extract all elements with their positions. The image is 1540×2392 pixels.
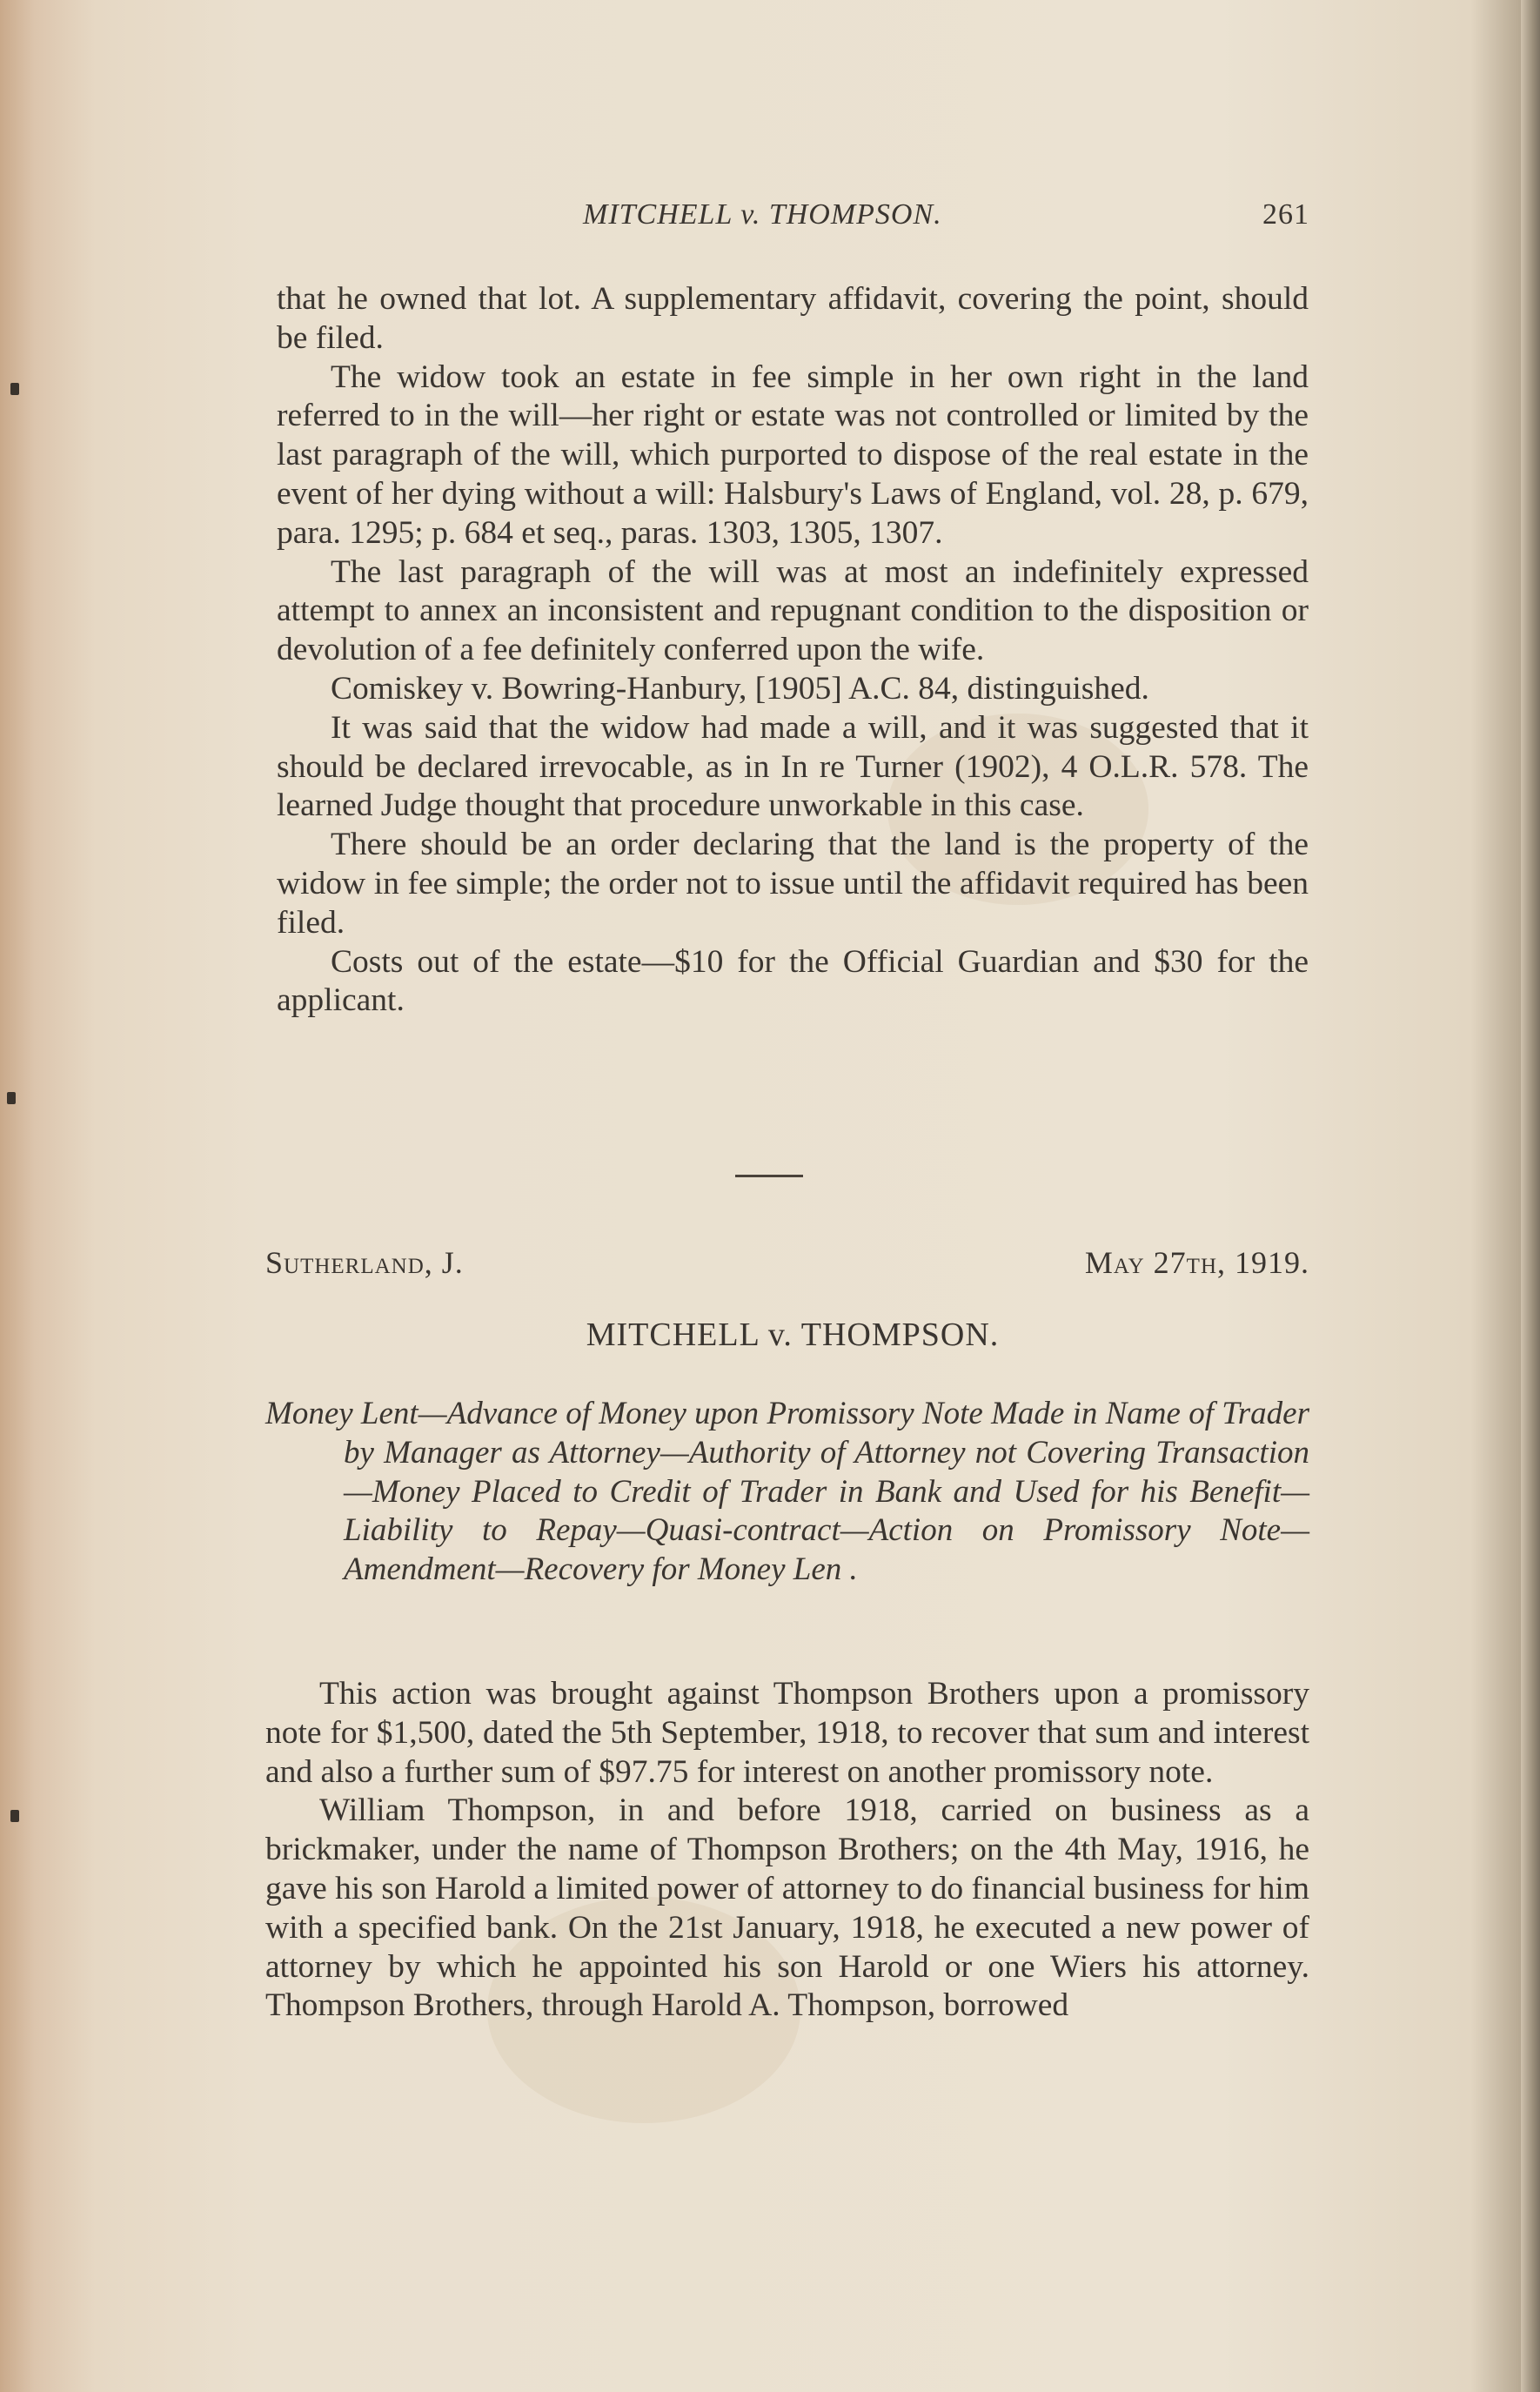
paragraph: William Thompson, in and before 1918, carried on business as a brickmaker, under the name of Thompson Brothers; on the 4th May, 1916, he gave his son Harold a limited power of attorney to do financial business for him with a specified bank. On the 21st January, 1918, he executed a new power of attorney by which he appointed his son Harold or one Wiers his attorney. Thompson Brothers, through Harold A. Thompson, borrowed (265, 1792, 1309, 2024)
paragraph: The last paragraph of the will was at most an indefinitely expressed attempt to annex an inconsistent and repugnant condition to the disposition or devolution of a fee definitely conferred upon the wife. (277, 553, 1309, 668)
section-divider (735, 1175, 803, 1177)
paragraph: that he owned that lot. A supplementary affidavit, covering the point, should be filed. (277, 281, 1309, 356)
headnote (265, 1395, 1309, 1590)
running-title: MITCHELL v. THOMPSON. (583, 198, 942, 231)
paragraph: The widow took an estate in fee simple in her own right in the land referred to in the will—her right or estate was not controlled or limited by the last paragraph of the will, which purported to dispose of the real estate in the event of her dying without a will: Halsbury's Laws of England, vol. 28, p. 679, para. 1295; p. 684 et seq., paras. 1303, 1305, 1307. (277, 358, 1309, 551)
second-section (265, 1675, 1309, 2026)
paragraph: Comiskey v. Bowring-Hanbury, [1905] A.C. 84, distinguished. (331, 670, 1149, 707)
paragraph: It was said that the widow had made a will, and it was suggested that it should be declared irrevocable, as in In re Turner (1902), 4 O.L.R. 578. The learned Judge thought that procedure unworkable in this case. (277, 709, 1309, 824)
judge-date-line (265, 1244, 1309, 1288)
paragraph: There should be an order declaring that the land is the property of the widow in fee simple; the order not to issue until the affidavit required has been filed. (277, 827, 1309, 941)
margin-mark (10, 383, 19, 395)
margin-mark (7, 1092, 16, 1104)
paragraph: This action was brought against Thompson Brothers upon a promissory note for $1,500, dated the 5th September, 1918, to recover that sum and interest and also a further sum of $97.75 for interest on another promissory note. (265, 1676, 1309, 1790)
judge-name: Sutherland, J. (265, 1245, 464, 1280)
judgment-date: May 27th, 1919. (1084, 1245, 1309, 1280)
case-title: MITCHELL v. THOMPSON. (586, 1317, 1000, 1353)
margin-mark (10, 1810, 19, 1822)
running-head (278, 198, 1309, 242)
headnote-text: Money Lent—Advance of Money upon Promissory Note Made in Name of Trader by Manager as Attorney—Authority of Attorney not Covering Transaction—Money Placed to Credit of Trader in Bank and Used for his Benefit—Liability to Repay—Quasi-contract—Action on Promissory Note—Amendment—Recovery for Money Len . (265, 1396, 1309, 1588)
page-number: 261 (1262, 198, 1309, 231)
paragraph: Costs out of the estate—$10 for the Official Guardian and $30 for the applicant. (277, 943, 1309, 1019)
first-section (277, 280, 1309, 1021)
page-edge (1521, 0, 1540, 2392)
